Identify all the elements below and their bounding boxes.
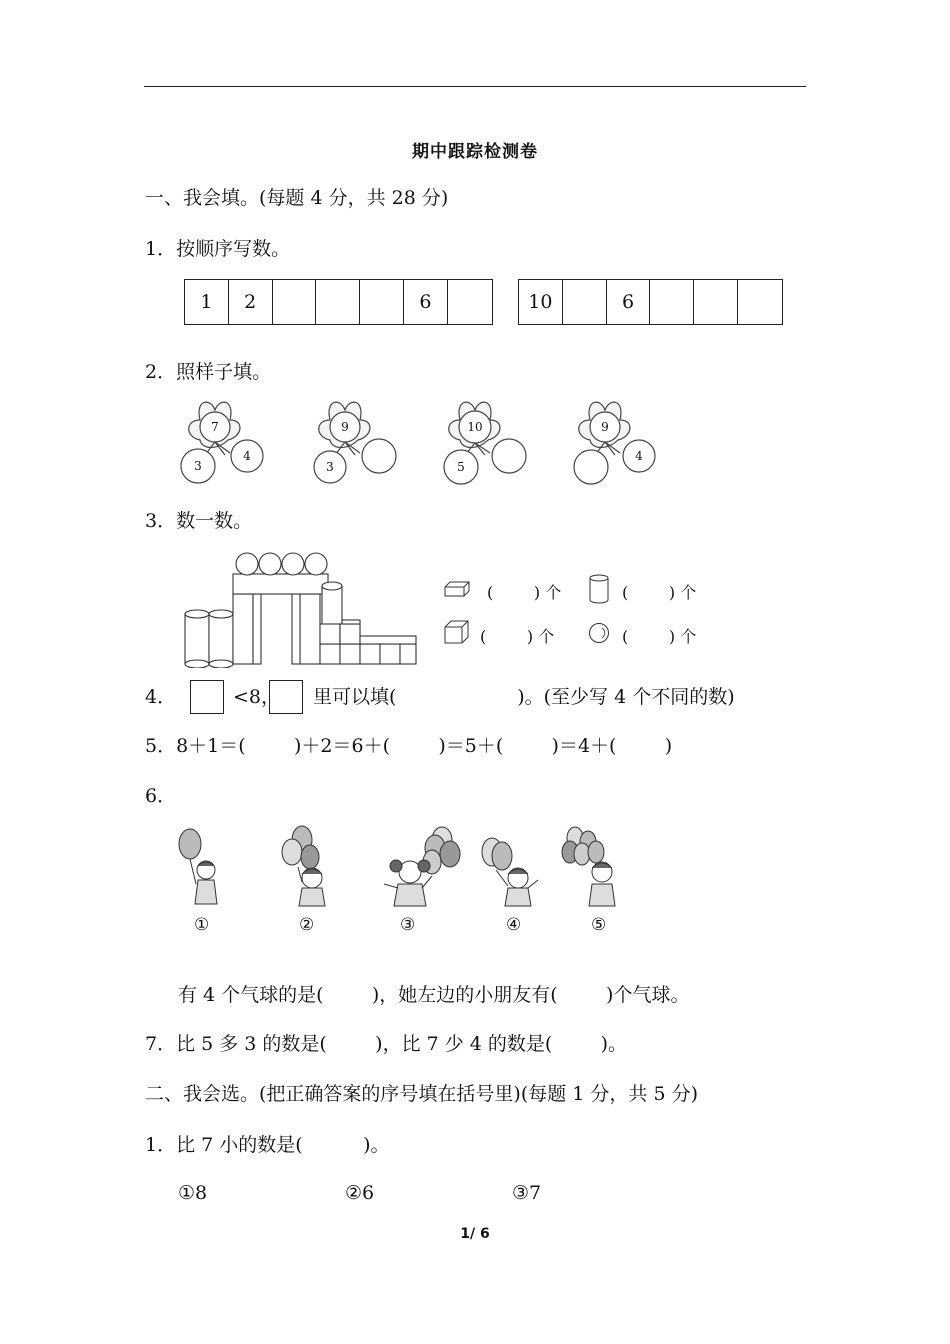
page-number: 1/ 6 [460, 1226, 490, 1242]
option-2[interactable]: ②6 [345, 1182, 375, 1204]
flower-2-left: 3 [326, 460, 334, 474]
q4-rest: 里可以填( )。(至少写 4 个不同的数) [313, 686, 735, 708]
child-5 [562, 827, 615, 906]
cube-count[interactable]: ( ) 个 [480, 627, 555, 646]
seq-a-cell[interactable] [316, 280, 360, 324]
flower-2-top: 9 [341, 420, 349, 434]
cylinder-icon [588, 574, 610, 604]
child-label-1: ① [194, 915, 210, 935]
child-4 [482, 838, 538, 906]
q6-number: 6． [145, 785, 177, 807]
section2-heading: 二、我会选。(把正确答案的序号填在括号里)(每题 1 分，共 5 分) [145, 1083, 698, 1105]
sphere-icon [588, 622, 610, 644]
child-label-5: ⑤ [591, 915, 607, 935]
flower-1-left: 3 [194, 459, 202, 473]
sequence-box-b [518, 279, 783, 325]
q7-text: 7．比 5 多 3 的数是( )，比 7 少 4 的数是( )。 [145, 1033, 628, 1055]
flower-4-top: 9 [601, 420, 609, 434]
s2q1-text: 1．比 7 小的数是( )。 [145, 1134, 390, 1156]
flower-3-top: 10 [467, 420, 483, 434]
q2-text: 2．照样子填。 [145, 361, 272, 383]
number-bond-flowers [170, 395, 680, 490]
child-label-4: ④ [506, 915, 522, 935]
block-structure-figure [180, 548, 420, 668]
child-3 [384, 827, 460, 906]
flower-3-left: 5 [457, 460, 465, 474]
child-label-3: ③ [400, 915, 416, 935]
q3-text: 3．数一数。 [145, 510, 253, 532]
seq-b-cell[interactable] [738, 280, 782, 324]
cylinder-count[interactable]: ( ) 个 [622, 583, 697, 602]
seq-a-cell[interactable] [448, 280, 492, 324]
answer-square-1[interactable] [190, 680, 224, 714]
cube-icon [444, 620, 470, 644]
child-1 [179, 829, 217, 904]
option-1[interactable]: ①8 [178, 1182, 208, 1204]
child-2 [282, 826, 325, 906]
seq-b-cell[interactable]: 6 [607, 280, 651, 324]
seq-a-cell[interactable] [273, 280, 317, 324]
seq-a-cell[interactable]: 2 [229, 280, 273, 324]
flower-1-right: 4 [243, 449, 251, 463]
sequence-box-a [184, 279, 493, 325]
seq-a-cell[interactable]: 6 [404, 280, 448, 324]
q4-less-than: <8， [233, 686, 281, 708]
q1-text: 1．按顺序写数。 [145, 238, 291, 260]
page-title: 期中跟踪检测卷 [412, 142, 538, 162]
q6-text: 有 4 个气球的是( )，她左边的小朋友有( )个气球。 [178, 984, 690, 1006]
q5-text: 5．8＋1＝( )＋2＝6＋( )＝5＋( )＝4＋( ) [145, 735, 673, 757]
seq-a-cell[interactable] [360, 280, 404, 324]
header-rule [144, 86, 806, 87]
section1-heading: 一、我会填。(每题 4 分，共 28 分) [145, 187, 449, 209]
flower-4 [574, 402, 655, 484]
seq-b-cell[interactable]: 10 [519, 280, 563, 324]
flower-4-right: 4 [635, 449, 643, 463]
cuboid-count[interactable]: ( ) 个 [487, 583, 562, 602]
seq-a-cell[interactable]: 1 [185, 280, 229, 324]
flower-1-top: 7 [211, 420, 219, 434]
cuboid-icon [444, 581, 470, 597]
option-3[interactable]: ③7 [512, 1182, 542, 1204]
child-label-2: ② [299, 915, 315, 935]
sphere-count[interactable]: ( ) 个 [622, 627, 697, 646]
q4-number: 4． [145, 686, 177, 708]
seq-b-cell[interactable] [694, 280, 738, 324]
answer-square-2[interactable] [269, 680, 303, 714]
balloon-children-figure [170, 822, 620, 914]
seq-b-cell[interactable] [650, 280, 694, 324]
seq-b-cell[interactable] [563, 280, 607, 324]
